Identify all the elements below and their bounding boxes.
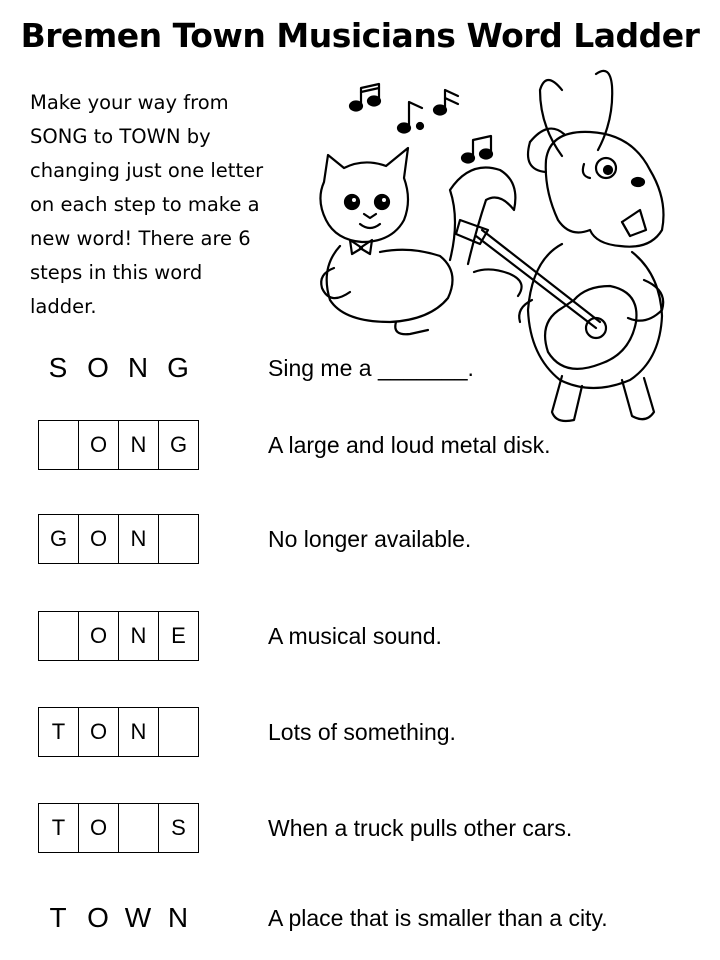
letter-boxes [38,803,199,853]
letter-box[interactable]: O [79,612,119,660]
ladder-end-row [0,893,720,943]
letter-box[interactable] [159,515,198,563]
letter-box[interactable]: O [79,708,119,756]
end-letter: W [124,902,152,933]
step-clue: No longer available. [268,525,472,552]
letter-box[interactable]: N [119,421,159,469]
ladder-step-4 [0,707,720,757]
instruction-line: steps in this word [30,261,203,284]
letter-box[interactable]: N [119,612,159,660]
letter-boxes [38,707,199,757]
instruction-line: ladder. [30,295,97,318]
letter-boxes [38,420,199,470]
start-letter: N [127,352,149,383]
letter-box[interactable]: N [119,515,159,563]
ladder-step-5 [0,803,720,853]
letter-box[interactable]: O [79,421,119,469]
music-note-icon [434,90,458,115]
start-letter: G [167,352,189,383]
start-letter: O [87,352,109,383]
instruction-line: SONG to TOWN by [30,125,211,148]
music-note-icon [462,136,492,163]
music-note-icon [398,102,423,133]
step-clue: A musical sound. [268,622,442,649]
end-letter: O [87,902,109,933]
cat-drawing [320,148,515,334]
music-note-icon [350,84,380,111]
letter-box[interactable] [119,804,159,852]
instruction-line: changing just one letter [30,159,264,182]
step-clue: Lots of something. [268,718,456,745]
page-title: Bremen Town Musicians Word Ladder [20,16,700,55]
letter-box[interactable]: O [79,515,119,563]
letter-box[interactable] [39,612,79,660]
ladder-start-row [0,343,720,393]
letter-boxes [38,611,199,661]
letter-box[interactable] [39,421,79,469]
letter-boxes [38,514,199,564]
letter-box[interactable]: T [39,804,79,852]
end-clue: A place that is smaller than a city. [268,904,608,931]
ladder-step-1 [0,420,720,470]
letter-box[interactable] [159,708,198,756]
step-clue: A large and loud metal disk. [268,431,551,458]
start-clue: Sing me a _______. [268,354,474,381]
instruction-line: on each step to make a [30,193,260,216]
letter-box[interactable]: T [39,708,79,756]
ladder-step-2 [0,514,720,564]
instruction-line: Make your way from [30,91,229,114]
letter-box[interactable]: N [119,708,159,756]
instructions [30,86,320,324]
ladder-step-3 [0,611,720,661]
letter-box[interactable]: E [159,612,198,660]
instruction-line: new word! There are 6 [30,227,251,250]
letter-box[interactable]: G [39,515,79,563]
end-word [38,893,198,943]
end-letter: N [167,902,189,933]
start-letter: S [48,352,68,383]
letter-box[interactable]: O [79,804,119,852]
end-letter: T [49,902,67,933]
step-clue: When a truck pulls other cars. [268,814,573,841]
start-word [38,343,198,393]
letter-box[interactable]: G [159,421,198,469]
letter-box[interactable]: S [159,804,198,852]
